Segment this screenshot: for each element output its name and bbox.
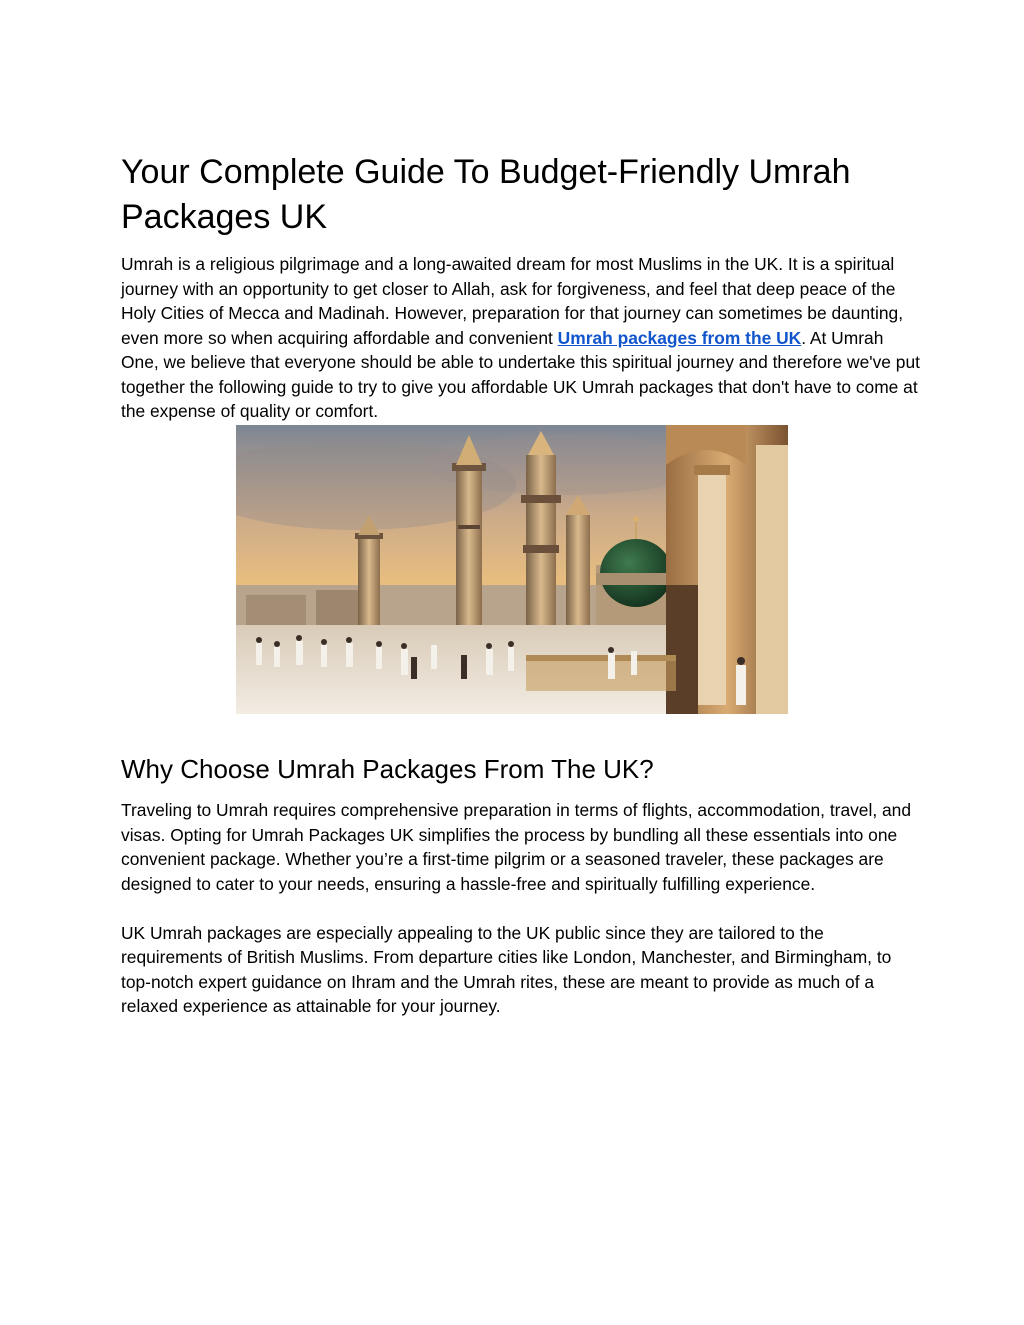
minaret-right <box>566 495 590 635</box>
section-paragraph-2: UK Umrah packages are especially appealing to the UK public since they are tailored to the requirements of British Muslims. From departure cities like London, Manchester, and Birmingham, to top-notch expert guidance on Ihram and the Umrah rites, these are meant to provide as much of a relaxed experience as attainable for your journey. <box>121 922 892 1016</box>
arcade-right <box>666 425 788 714</box>
intro-section <box>121 150 921 424</box>
section-heading: Why Choose Umrah Packages From The UK? <box>121 754 654 784</box>
minaret-main <box>521 431 561 635</box>
intro-text-before-link: Umrah is a religious pilgrimage and a long-awaited dream for most Muslims in the UK. It is a spiritual journey with an opportunity to get closer to Allah, ask for forgiveness, and feel that deep peace of the Holy Cities of Mecca and Madinah. However, preparation for that journey can sometimes be daunting, even more so when acquiring affordable and convenient <box>121 254 904 348</box>
page-title: Your Complete Guide To Budget-Friendly Umrah Packages UK <box>121 153 851 236</box>
railing <box>526 655 676 691</box>
why-choose-section <box>121 752 921 1019</box>
intro-paragraph <box>121 252 921 424</box>
section-paragraph-1: Traveling to Umrah requires comprehensive preparation in terms of flights, accommodation, travel, and visas. Opting for Umrah Packages UK simplifies the process by bundling all these essentials into one convenient package. Whether you’re a first-time pilgrim or a seasoned traveler, these packages are designed to cater to your needs, ensuring a hassle-free and spiritually fulfilling experience. <box>121 800 912 894</box>
intro-text-after-link: . At Umrah One, we believe that everyone should be able to undertake this spiritual journey and therefore we've put together the following guide to try to give you affordable UK Umrah packages that don't have to come at the expense of quality or comfort. <box>121 327 920 421</box>
umrah-packages-link[interactable]: Umrah packages from the UK <box>557 327 802 348</box>
mosque-photo <box>236 425 788 714</box>
